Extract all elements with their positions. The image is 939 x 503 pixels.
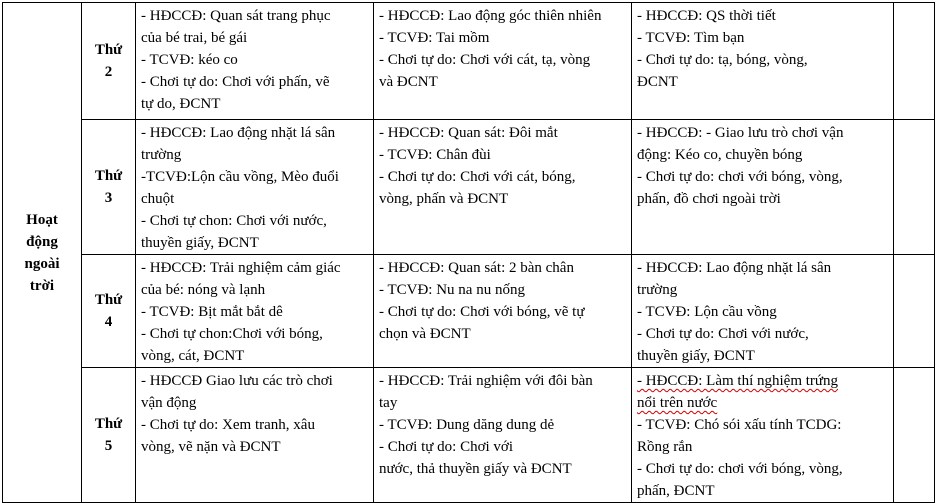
table-row xyxy=(3,3,935,120)
cell-line: - HĐCCĐ: Trải nghiệm với đôi bàn xyxy=(379,373,593,389)
cell-line: - HĐCCĐ: Lao động góc thiên nhiên xyxy=(379,8,602,24)
cell-line: - HĐCCĐ: Quan sát: Đôi mắt xyxy=(379,125,558,141)
day-number: 4 xyxy=(104,314,113,330)
day-number: 2 xyxy=(104,64,113,80)
cell-line: - TCVĐ: Dung dăng dung dẻ xyxy=(379,417,555,433)
cell-line: - Chơi tự do: Xem tranh, xâu xyxy=(141,417,315,433)
cell-line: trường xyxy=(141,147,182,163)
activity-label-line: trời xyxy=(29,277,55,294)
cell-line: phấn, ĐCNT xyxy=(637,483,715,499)
day-number: 5 xyxy=(104,438,113,454)
cell-line: vận động xyxy=(141,395,197,411)
cell-line: - Chơi tự chon: Chơi với nước, xyxy=(141,213,327,229)
cell-line: tự do, ĐCNT xyxy=(141,96,221,112)
activity-cell-week1 xyxy=(136,120,374,255)
cell-line: thuyền giấy, ĐCNT xyxy=(637,348,755,364)
cell-line: - TCVĐ: kéo co xyxy=(141,52,238,68)
cell-line: - HĐCCĐ: Quan sát: 2 bàn chân xyxy=(379,260,574,276)
activity-cell-week2 xyxy=(374,255,632,368)
day-number: 3 xyxy=(104,190,113,206)
cell-line-spellcheck: nổi trên nước xyxy=(637,395,718,411)
cell-line: - Chơi tự do: tạ, bóng, vòng, xyxy=(637,52,808,68)
activity-cell-week2 xyxy=(374,3,632,120)
cell-line: thuyền giấy, ĐCNT xyxy=(141,235,259,251)
activity-cell-week1 xyxy=(136,368,374,503)
cell-line: của bé trai, bé gái xyxy=(141,30,248,46)
cell-line: và ĐCNT xyxy=(379,74,438,90)
cell-line: tay xyxy=(379,395,398,411)
cell-line: vòng, cát, ĐCNT xyxy=(141,348,245,364)
activity-cell-week3 xyxy=(632,3,894,120)
day-label: Thứ xyxy=(94,416,123,432)
activity-cell-week3 xyxy=(632,368,894,503)
empty-cell xyxy=(894,3,935,120)
day-cell-thu-2 xyxy=(82,3,136,120)
day-label: Thứ xyxy=(94,168,123,184)
cell-line: chuột xyxy=(141,191,175,207)
cell-line: trường xyxy=(637,282,678,298)
day-label: Thứ xyxy=(94,42,123,58)
cell-line: - HĐCCĐ: Lao động nhặt lá sân xyxy=(141,125,336,141)
cell-line: - HĐCCĐ: Lao động nhặt lá sân xyxy=(637,260,832,276)
day-cell-thu-3 xyxy=(82,120,136,255)
activity-label-line: động xyxy=(26,233,58,250)
cell-line: - TCVĐ: Tìm bạn xyxy=(637,30,745,46)
cell-line: - TCVĐ: Nu na nu nống xyxy=(379,282,525,298)
cell-line: - HĐCCĐ: - Giao lưu trò chơi vận xyxy=(637,125,844,141)
empty-cell xyxy=(894,120,935,255)
empty-cell xyxy=(894,368,935,503)
cell-line: vòng, phấn và ĐCNT xyxy=(379,191,509,207)
cell-line: - TCVĐ: Tai mồm xyxy=(379,30,490,46)
activity-cell-week1 xyxy=(136,255,374,368)
cell-line: - Chơi tự do: Chơi với nước, xyxy=(637,326,809,342)
cell-line: - HĐCCĐ Giao lưu các trò chơi xyxy=(141,373,333,389)
activity-cell-week2 xyxy=(374,368,632,503)
cell-line: chọn và ĐCNT xyxy=(379,326,471,342)
cell-line: - Chơi tự do: chơi với bóng, vòng, xyxy=(637,461,843,477)
activity-cell-week3 xyxy=(632,120,894,255)
day-cell-thu-5 xyxy=(82,368,136,503)
activity-category-cell xyxy=(3,3,82,503)
cell-line: - Chơi tự do: Chơi với xyxy=(379,439,514,455)
cell-line: - HĐCCĐ: QS thời tiết xyxy=(637,8,776,24)
cell-line: - Chơi tự do: Chơi với cát, bóng, xyxy=(379,169,576,185)
cell-line: - Chơi tự do: Chơi với phấn, vẽ xyxy=(141,74,330,90)
cell-line: - Chơi tự chon:Chơi với bóng, xyxy=(141,326,323,342)
cell-line: - TCVĐ: Bịt mắt bắt dê xyxy=(141,304,283,320)
cell-line: của bé: nóng và lạnh xyxy=(141,282,266,298)
cell-line-spellcheck: - HĐCCĐ: Làm thí nghiệm trứng xyxy=(637,373,839,389)
cell-line: - TCVĐ: Chân đùi xyxy=(379,147,491,163)
cell-line: động: Kéo co, chuyền bóng xyxy=(637,147,803,163)
day-cell-thu-4 xyxy=(82,255,136,368)
table-row xyxy=(3,368,935,503)
weekly-outdoor-activity-table xyxy=(2,2,935,503)
cell-line: - Chơi tự do: Chơi với cát, tạ, vòng xyxy=(379,52,591,68)
cell-line: - HĐCCĐ: Trải nghiệm cảm giác xyxy=(141,260,341,276)
table-row xyxy=(3,255,935,368)
cell-line: - Chơi tự do: chơi với bóng, vòng, xyxy=(637,169,843,185)
cell-line: -TCVĐ:Lộn cầu vồng, Mèo đuổi xyxy=(141,169,339,185)
cell-line: Rồng rắn xyxy=(637,439,693,455)
cell-line: nước, thả thuyền giấy và ĐCNT xyxy=(379,461,572,477)
cell-line: - TCVĐ: Chó sói xấu tính TCDG: xyxy=(637,417,842,433)
activity-cell-week1 xyxy=(136,3,374,120)
day-label: Thứ xyxy=(94,292,123,308)
activity-cell-week2 xyxy=(374,120,632,255)
cell-line: - HĐCCĐ: Quan sát trang phục xyxy=(141,8,331,24)
cell-line: phấn, đồ chơi ngoài trời xyxy=(637,191,781,207)
table-row xyxy=(3,120,935,255)
cell-line: - TCVĐ: Lộn cầu vồng xyxy=(637,304,777,320)
empty-cell xyxy=(894,255,935,368)
cell-line: ĐCNT xyxy=(637,74,678,90)
activity-label-line: ngoài xyxy=(24,255,60,272)
activity-cell-week3 xyxy=(632,255,894,368)
activity-label-line: Hoạt xyxy=(26,211,58,228)
cell-line: vòng, vẽ nặn và ĐCNT xyxy=(141,439,281,455)
cell-line: - Chơi tự do: Chơi với bóng, vẽ tự xyxy=(379,304,585,320)
